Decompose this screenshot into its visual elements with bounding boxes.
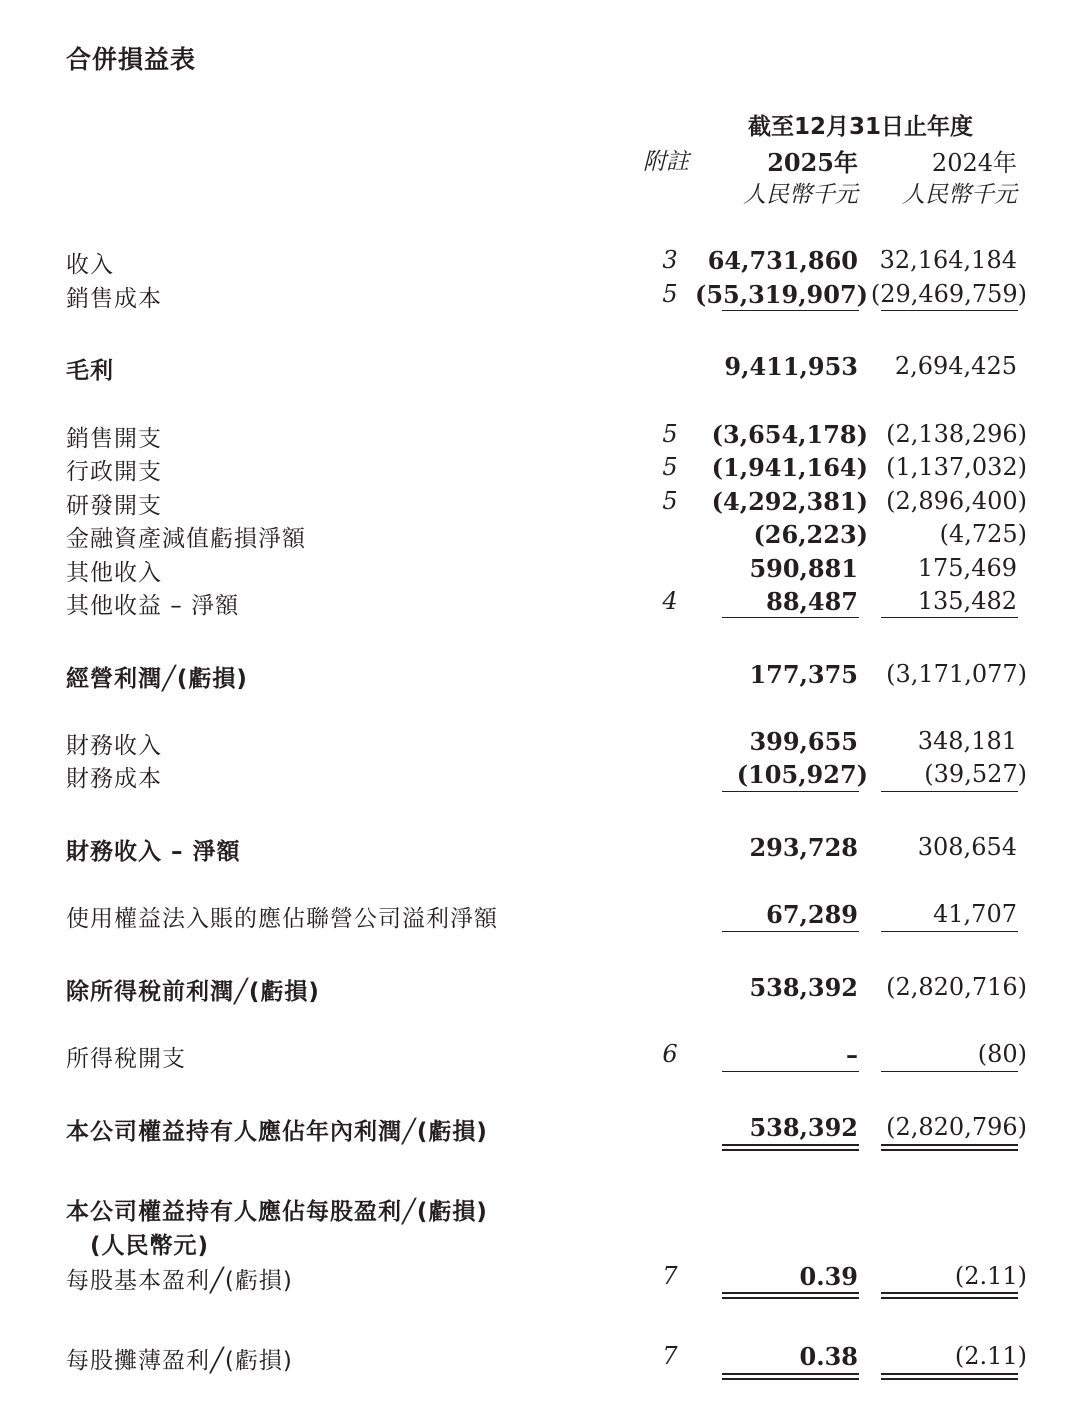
row-admin-expenses <box>0 453 1072 485</box>
value-2024: 32,164,184 <box>879 246 1017 274</box>
value-2025: 88,487 <box>766 587 858 616</box>
total-double-rule-2024 <box>881 1292 1018 1299</box>
row-label: 每股攤薄盈利╱(虧損) <box>66 1348 293 1374</box>
row-label: 財務收入 <box>66 733 162 759</box>
value-2024: (2.11) <box>954 1262 1027 1290</box>
total-double-rule-2024 <box>881 1373 1018 1380</box>
value-2024: (39,527) <box>924 760 1027 788</box>
row-note: 7 <box>662 1342 678 1370</box>
value-2025: 590,881 <box>749 554 858 583</box>
row-cost-of-sales <box>0 280 1072 312</box>
year-2025-header: 2025年 <box>767 148 858 177</box>
row-diluted-eps <box>0 1342 1072 1374</box>
row-finance-costs <box>0 760 1072 792</box>
value-2025: 9,411,953 <box>724 352 858 381</box>
row-selling-expenses <box>0 420 1072 452</box>
row-label: 收入 <box>66 252 114 278</box>
value-2024: (4,725) <box>939 520 1027 548</box>
total-double-rule-2025 <box>722 1292 859 1299</box>
subtotal-rule-2024 <box>881 617 1018 618</box>
row-note: 5 <box>662 487 678 515</box>
row-profit-for-year <box>0 1113 1072 1145</box>
row-label: 每股基本盈利╱(虧損) <box>66 1268 293 1294</box>
value-2024: (3,171,077) <box>886 660 1027 688</box>
row-label: 銷售開支 <box>66 426 162 452</box>
row-basic-eps <box>0 1262 1072 1294</box>
value-2025: (105,927) <box>736 760 868 789</box>
value-2025: (4,292,381) <box>711 487 868 516</box>
value-2024: 135,482 <box>917 587 1017 615</box>
row-label: 除所得稅前利潤╱(虧損) <box>66 979 320 1005</box>
subtotal-rule-2025 <box>722 617 859 618</box>
row-eps-heading <box>0 1193 1072 1225</box>
row-label: 財務成本 <box>66 766 162 792</box>
row-label: 使用權益法入賬的應佔聯營公司溢利淨額 <box>66 906 498 932</box>
row-label: 其他收益 – 淨額 <box>66 593 240 619</box>
value-2025: 64,731,860 <box>707 246 858 275</box>
subtotal-rule-2025 <box>722 791 859 792</box>
row-label: 金融資產減值虧損淨額 <box>66 526 306 552</box>
value-2025: 0.38 <box>799 1342 858 1371</box>
value-2024: (1,137,032) <box>886 453 1027 481</box>
total-double-rule-2025 <box>722 1373 859 1380</box>
subtotal-rule-2024 <box>881 931 1018 932</box>
value-2024: 348,181 <box>917 727 1017 755</box>
subtotal-rule-2024 <box>881 1071 1018 1072</box>
subtotal-rule-2025 <box>722 310 859 311</box>
row-label: 銷售成本 <box>66 286 162 312</box>
total-double-rule-2025 <box>722 1144 859 1151</box>
value-2024: (2,138,296) <box>886 420 1027 448</box>
row-label: (人民幣元) <box>90 1233 210 1259</box>
row-label: 其他收入 <box>66 560 162 586</box>
value-2024: 41,707 <box>933 900 1017 928</box>
value-2025: (3,654,178) <box>711 420 868 449</box>
value-2024: (2.11) <box>954 1342 1027 1370</box>
value-2025: (26,223) <box>753 520 868 549</box>
row-label: 本公司權益持有人應佔每股盈利╱(虧損) <box>66 1199 488 1225</box>
row-label: 毛利 <box>66 358 114 384</box>
row-eps-currency <box>0 1227 1072 1259</box>
row-other-income <box>0 554 1072 586</box>
row-operating-profit <box>0 660 1072 692</box>
row-profit-before-tax <box>0 973 1072 1005</box>
value-2024: 308,654 <box>917 833 1017 861</box>
row-impairment-losses <box>0 520 1072 552</box>
subtotal-rule-2024 <box>881 310 1018 311</box>
row-share-of-associates <box>0 900 1072 932</box>
value-2024: (29,469,759) <box>870 280 1027 308</box>
row-label: 行政開支 <box>66 459 162 485</box>
value-2025: 67,289 <box>766 900 858 929</box>
row-note: 5 <box>662 280 678 308</box>
row-finance-income-net <box>0 833 1072 865</box>
value-2024: (2,820,716) <box>886 973 1027 1001</box>
row-label: 經營利潤╱(虧損) <box>66 666 248 692</box>
currency-2025-header: 人民幣千元 <box>743 182 858 208</box>
value-2024: (80) <box>977 1040 1027 1068</box>
row-label: 所得稅開支 <box>66 1046 186 1072</box>
value-2024: 175,469 <box>917 554 1017 582</box>
row-finance-income <box>0 727 1072 759</box>
row-note: 7 <box>662 1262 678 1290</box>
value-2025: 399,655 <box>749 727 858 756</box>
subtotal-rule-2025 <box>722 1071 859 1072</box>
row-note: 5 <box>662 420 678 448</box>
value-2024: 2,694,425 <box>894 352 1017 380</box>
value-2025: 0.39 <box>799 1262 858 1291</box>
total-double-rule-2024 <box>881 1144 1018 1151</box>
row-note: 5 <box>662 453 678 481</box>
subtotal-rule-2025 <box>722 931 859 932</box>
row-label: 本公司權益持有人應佔年內利潤╱(虧損) <box>66 1119 488 1145</box>
value-2025: 293,728 <box>749 833 858 862</box>
period-header: 截至12月31日止年度 <box>748 114 974 140</box>
row-income-tax <box>0 1040 1072 1072</box>
row-other-gains-net <box>0 587 1072 619</box>
value-2025: 538,392 <box>749 1113 858 1142</box>
value-2025: 177,375 <box>749 660 858 689</box>
row-rnd-expenses <box>0 487 1072 519</box>
value-2025: (55,319,907) <box>694 280 868 309</box>
row-label: 財務收入 – 淨額 <box>66 839 241 865</box>
note-column-header: 附註 <box>643 149 689 175</box>
value-2024: (2,820,796) <box>886 1113 1027 1141</box>
row-note: 3 <box>662 246 678 274</box>
row-note: 6 <box>662 1040 678 1068</box>
subtotal-rule-2024 <box>881 791 1018 792</box>
value-2024: (2,896,400) <box>886 487 1027 515</box>
row-revenue <box>0 246 1072 278</box>
currency-2024-header: 人民幣千元 <box>902 182 1017 208</box>
row-label: 研發開支 <box>66 493 162 519</box>
value-2025: 538,392 <box>749 973 858 1002</box>
value-2025: (1,941,164) <box>711 453 868 482</box>
value-2025: – <box>846 1040 858 1069</box>
row-note: 4 <box>662 587 678 615</box>
year-2024-header: 2024年 <box>931 149 1017 177</box>
row-gross-profit <box>0 352 1072 384</box>
statement-title: 合併損益表 <box>66 45 197 74</box>
